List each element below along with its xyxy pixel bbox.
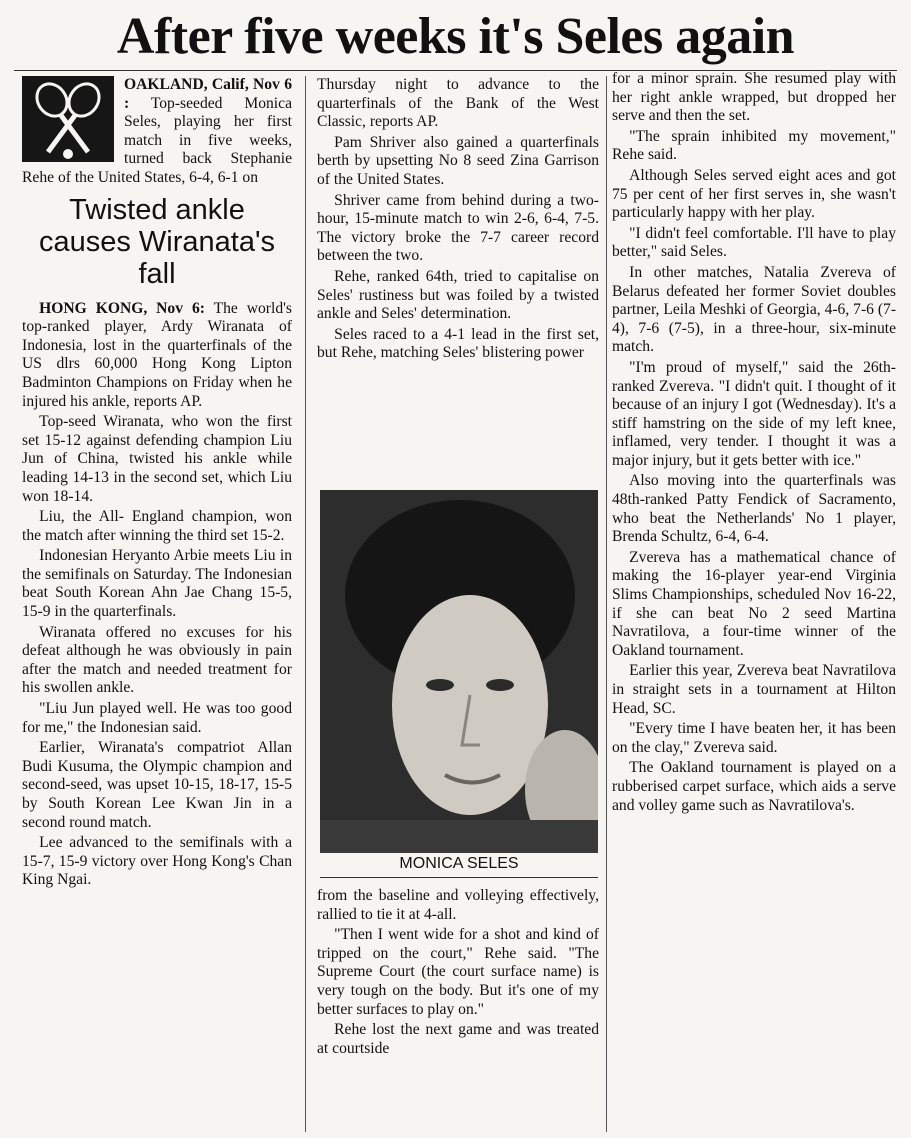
lead-paragraph: "I'm proud of myself," said the 26th-ranked Zvereva. "I didn't quit. I thought of it because of an injury I got (Wednesday). It's a stiff hamstring on the side of my left knee, inflamed, very tender. I thought it was a major injury, but it gets better with ice." [612, 358, 896, 469]
lead-paragraph: Pam Shriver also gained a quarterfinals berth by upsetting No 8 seed Zina Garrison of the United States. [317, 133, 599, 188]
lead-paragraph: Earlier this year, Zvereva beat Navratilova in straight sets in a tournament at Hilton Head, SC. [612, 662, 896, 717]
lead-paragraph: Shriver came from behind during a two-hour, 15-minute match to win 2-6, 6-4, 7-5. The victory broke the 7-7 career record between the two. [317, 191, 599, 265]
second-story-paragraph: Lee advanced to the semifinals with a 15-7, 15-9 victory over Hong Kong's Chan King Ngai. [22, 834, 292, 889]
column-2-bottom [317, 887, 599, 1137]
column-divider [305, 76, 306, 1132]
lead-paragraph: for a minor sprain. She resumed play with her right ankle wrapped, but dropped her serve and then the set. [612, 70, 896, 125]
lead-paragraph: Rehe, ranked 64th, tried to capitalise on Seles' rustiness but was foiled by a twisted ankle and Seles' determination. [317, 267, 599, 323]
second-story-paragraph: "Liu Jun played well. He was too good for me," the Indonesian said. [22, 700, 292, 736]
lead-paragraph: Also moving into the quarterfinals was 48th-ranked Patty Fendick of Sacramento, who beat the Netherlands' No 1 player, Brenda Schultz, 6-4, 6-4. [612, 472, 896, 546]
lead-paragraph: "Then I went wide for a shot and kind of tripped on the court," Rehe said. "The Supreme Court (the court surface name) is very tough on the body. But it's one of my better surfaces to play on." [317, 926, 599, 1018]
photo-caption: MONICA SELES [320, 855, 598, 878]
lead-paragraph: from the baseline and volleying effectively, rallied to tie it at 4-all. [317, 887, 599, 923]
second-story-paragraph: The world's top-ranked player, Ardy Wiranata of Indonesia, lost in the quarterfinals of the US dlrs 60,000 Hong Kong Lipton Badminton Champions on Friday when he injured his ankle, reports AP. [22, 299, 292, 410]
column-3 [612, 70, 896, 1138]
lead-paragraph: "I didn't feel comfortable. I'll have to play better," said Seles. [612, 224, 896, 261]
lead-paragraph: In other matches, Natalia Zvereva of Belarus defeated her former Soviet doubles partner, Leila Meshki of Georgia, 4-6, 7-6 (7-4), 7-6 (7-5), in a three-hour, six-minute match. [612, 263, 896, 356]
lead-paragraph: Thursday night to advance to the quarterfinals of the Bank of the West Classic, reports AP. [317, 76, 599, 131]
second-story-paragraph: Top-seed Wiranata, who won the first set 15-12 against defending champion Liu Jun of China, twisted his ankle while leading 14-13 in the second set, which Liu won 18-14. [22, 413, 292, 505]
column-divider [606, 76, 607, 1132]
lead-paragraph: Zvereva has a mathematical chance of making the 16-player year-end Virginia Slims Championships, scheduled Nov 16-22, if she can beat No 2 seed Martina Navratilova, a four-time winner of the Oakland tournament. [612, 548, 896, 659]
second-story-paragraph: Liu, the All- England champion, won the match after winning the third set 15-2. [22, 508, 292, 544]
headline: After five weeks it's Seles again [116, 8, 795, 65]
second-story-paragraph: Earlier, Wiranata's compatriot Allan Budi Kusuma, the Olympic champion and second-seed, was upset 10-15, 18-17, 15-5 by South Korean Lee Kwan Jin in a second round match. [22, 739, 292, 831]
lead-dateline: OAKLAND, Calif, Nov 6 : [124, 76, 292, 112]
lead-paragraph: "Every time I have beaten her, it has been on the clay," Zvereva said. [612, 720, 896, 756]
second-story-paragraph: Wiranata offered no excuses for his defeat although he was obviously in pain after the match and needed treatment for his swollen ankle. [22, 623, 292, 697]
second-story-paragraph: Indonesian Heryanto Arbie meets Liu in the semifinals on Saturday. The Indonesian beat South Korean Ahn Jae Chang 15-5, 15-9 in the quarterfinals. [22, 547, 292, 621]
lead-paragraph: Seles raced to a 4-1 lead in the first set, but Rehe, matching Seles' blistering power [317, 325, 599, 362]
lead-paragraph: Although Seles served eight aces and got 75 per cent of her first serves in, she wasn't particularly happy with her play. [612, 166, 896, 222]
column-2-top [317, 76, 599, 496]
monica-seles-photo [320, 490, 598, 853]
column-1 [22, 76, 292, 892]
tennis-rackets-logo [22, 76, 114, 162]
second-story-dateline: HONG KONG, Nov 6: [39, 299, 205, 317]
lead-paragraph: Top-seeded Monica Seles, playing her first match in five weeks, turned back Stephanie Rehe of the United States, 6-4, 6-1 on [22, 94, 292, 186]
lead-paragraph: The Oakland tournament is played on a rubberised carpet surface, which aids a serve and volley game such as Navratilova's. [612, 759, 896, 814]
lead-paragraph: "The sprain inhibited my movement," Rehe said. [612, 127, 896, 164]
second-story-headline: Twisted ankle causes Wiranata's fall [38, 193, 276, 290]
lead-paragraph: Rehe lost the next game and was treated at courtside [317, 1021, 599, 1057]
